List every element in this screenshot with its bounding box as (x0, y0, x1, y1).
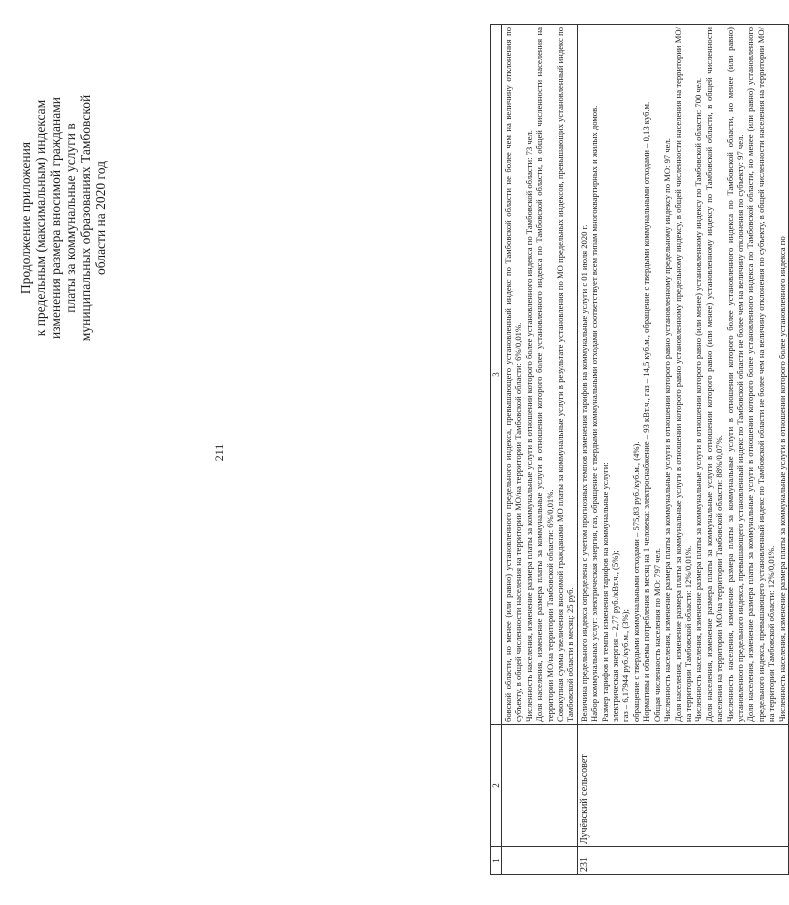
text-paragraph: Доля населения, изменение размера платы за коммунальные услуги в отношении которого более установленного индекса по Тамбовской области, но менее (или равно) установленного предельного индекса, превышающего установленный индекс по Тамбовской области не более чем на величину отклонения по субъекту, в общей численности населения на территории МО/на территории Тамбовской области: 12%/0,01%. (745, 27, 777, 722)
text-paragraph: Нормативы и объемы потребления в месяц на 1 человека: электроснабжение – 93 кВт.ч., газ – 14,5 куб.м., обращение с твердыми коммунальными отходами – 0,13 куб.м. (641, 101, 652, 722)
text-paragraph: Совокупная сумма увеличения вносимой гражданами МО платы за коммунальные услуги в результате установления по МО предельных индексов, превышающих установленный индекс по Тамбовской области в месяц: 25 руб. (555, 27, 576, 722)
text-paragraph: обращение с твердыми коммунальными отходами – 575,83 руб./куб.м., (4%). (630, 441, 641, 722)
text-paragraph: Величина предельного индекса определена с учетом прогнозных темпов изменения тарифов на коммунальные услуги с 01 июля 2020 г. (578, 224, 589, 722)
text-paragraph: Численность населения, изменение размера платы за коммунальные услуги в отношении которого равно (или менее) установленному индексу по Тамбовской области: 700 чел. (693, 77, 704, 722)
index-table (490, 24, 789, 875)
text-paragraph: Численность населения, изменение размера платы за коммунальные услуги в отношении которого более установленного индекса по Тамбовской области: 73 чел. (523, 130, 534, 722)
text-paragraph: Численность населения, изменение размера платы за коммунальные услуги в отношении которого более установленного индекса по (776, 236, 787, 722)
text-paragraph: Численность населения, изменение размера платы за коммунальные услуги в отношении которого равно установленному предельному индексу по МО: 97 чел. (662, 138, 673, 722)
header-line: платы за коммунальные услуги в (63, 123, 78, 313)
header-line: области на 2020 год (93, 161, 108, 275)
text-paragraph: Численность населения, изменение размера платы за коммунальные услуги в отношении которого более установленного индекса по Тамбовской области, но менее (или равно) установленного предельного индекса, превышающего установленный индекс по Тамбовской области не более чем на величину отклонения по субъекту: 97 чел. (724, 27, 745, 722)
appendix-header (18, 28, 108, 408)
row-number-cell (502, 847, 578, 875)
text-paragraph: Доля населения, изменение размера платы за коммунальные услуги в отношении которого равно установленному предельному индексу, в общей численности населения на территории МО/на территории Тамбовской области: 12%/0,01%. (672, 27, 693, 722)
text-paragraph: Доля населения, изменение размера платы за коммунальные услуги в отношении которого равно (или менее) установленному индексу по Тамбовской области, в общей численности населения на территории МО/на территории Тамбовской области: 88%/0,07%. (703, 27, 725, 722)
column-header: 2 (491, 725, 502, 847)
row-text-cell (502, 25, 578, 725)
text-paragraph: электрическая энергия – 2,77 руб./кВт.ч., (5%); (610, 550, 621, 722)
row-name-cell: Лучёвский сельсовет (577, 725, 788, 847)
table-header-row (491, 25, 502, 875)
text-paragraph: бовской области, но менее (или равно) установленного предельного индекса, превышающего установленный индекс по Тамбовской области не более чем на величину отклонения по субъекту, в общей численности населения на территории МО/на территории Тамбовской области: 6%/0,01%. (503, 27, 524, 722)
table-row-continued (502, 25, 578, 875)
row-name-cell (502, 725, 578, 847)
header-line: Продолжение приложения (18, 141, 33, 295)
column-header: 3 (491, 25, 502, 725)
header-line: к предельным (максимальным) индексам (33, 99, 48, 337)
header-line: изменения размера вносимой гражданами (48, 97, 63, 339)
column-header: 1 (491, 847, 502, 875)
table-row (577, 25, 788, 875)
text-paragraph: Размер тарифов и темпы изменения тарифов на коммунальные услуги: (599, 462, 610, 722)
text-paragraph: Доля населения, изменение размера платы за коммунальные услуги в отношении которого более установленного индекса по Тамбовской области, в общей численности населения на территории МО/на территории Тамбовской области: 6%/0,01%. (534, 27, 555, 722)
text-paragraph: Набор коммунальных услуг: электрическая энергия, газ, обращение с твердыми коммунальными отходами соответствует всем типам многоквартирных и жилых домов. (589, 105, 600, 722)
page-number: 211 (212, 443, 226, 462)
row-text-cell (577, 25, 788, 725)
text-paragraph: Общая численность населения по МО: 797 чел. (651, 548, 662, 722)
text-paragraph: газ – 6,17944 руб./куб.м., (3%); (620, 609, 631, 722)
header-line: муниципальных образованиях Тамбовской (78, 94, 93, 342)
row-number-cell: 231 (577, 847, 788, 875)
